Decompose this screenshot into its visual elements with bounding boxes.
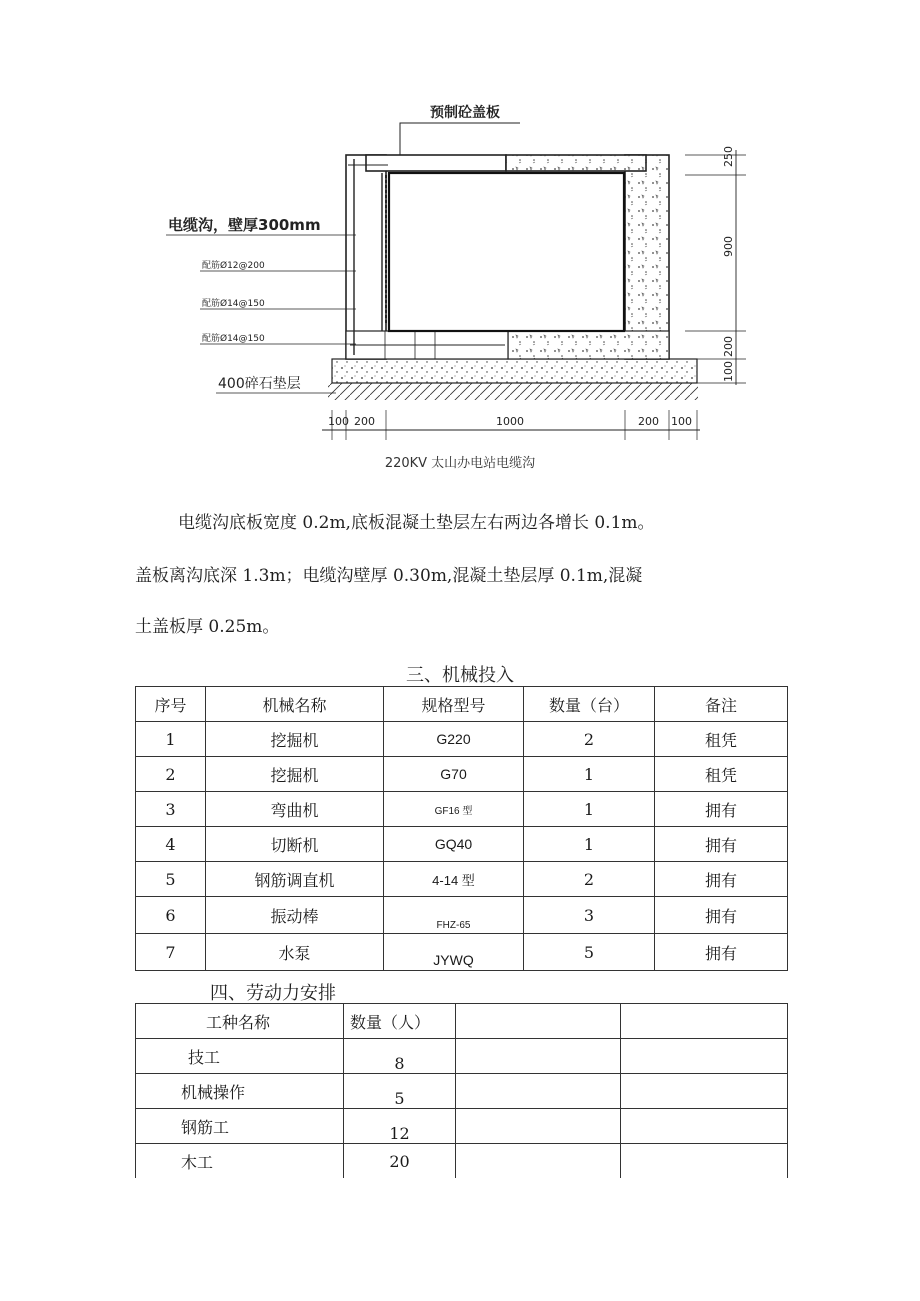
table-header-row <box>136 1004 788 1039</box>
cell-trade: 木工 <box>136 1144 344 1179</box>
dim-right-100: 100 <box>722 361 735 382</box>
header-cell: 规格型号 <box>384 687 524 722</box>
cover-slab-right <box>506 155 646 171</box>
gravel-layer <box>332 359 697 383</box>
table-row <box>136 862 788 897</box>
soil-hatch <box>328 382 698 400</box>
rebar-label-3: 配筋Ø14@150 <box>202 334 265 344</box>
cell-machine-name: 切断机 <box>206 827 384 862</box>
cell-quantity: 1 <box>524 757 655 792</box>
cell-index: 6 <box>136 897 206 934</box>
cell-quantity: 3 <box>524 897 655 934</box>
trench-cavity <box>389 173 624 331</box>
cell-remark: 拥有 <box>655 934 788 971</box>
cell-quantity: 1 <box>524 792 655 827</box>
cell-remark: 拥有 <box>655 827 788 862</box>
cover-slab-label: 预制砼盖板 <box>430 105 500 121</box>
rebar-label-2: 配筋Ø14@150 <box>202 299 265 309</box>
cell-headcount: 5 <box>344 1074 456 1109</box>
header-cell: 数量（人） <box>344 1004 456 1039</box>
cell-quantity: 2 <box>524 862 655 897</box>
rebar-label-1: 配筋Ø12@200 <box>202 261 265 271</box>
cell-model: G70 <box>384 757 524 792</box>
paragraph-line-2: 盖板离沟底深 1.3m；电缆沟壁厚 0.30m,混凝土垫层厚 0.1m,混凝 <box>135 566 643 586</box>
cell-quantity: 2 <box>524 722 655 757</box>
cell-empty <box>456 1144 621 1179</box>
cell-index: 5 <box>136 862 206 897</box>
header-cell: 序号 <box>136 687 206 722</box>
cell-machine-name: 弯曲机 <box>206 792 384 827</box>
cell-empty <box>621 1109 788 1144</box>
cell-model: JYWQ <box>384 934 524 971</box>
table-row <box>136 934 788 971</box>
cell-empty <box>456 1039 621 1074</box>
cell-index: 4 <box>136 827 206 862</box>
header-cell: 备注 <box>655 687 788 722</box>
header-cell: 机械名称 <box>206 687 384 722</box>
cell-headcount: 8 <box>344 1039 456 1074</box>
table-header-row <box>136 687 788 722</box>
cell-index: 2 <box>136 757 206 792</box>
cell-model: GF16 型 <box>384 792 524 827</box>
machinery-heading: 三、机械投入 <box>406 665 514 686</box>
cell-model: FHZ-65 <box>384 897 524 934</box>
cell-model: 4-14 型 <box>384 862 524 897</box>
cell-trade: 钢筋工 <box>136 1109 344 1144</box>
cell-remark: 租凭 <box>655 722 788 757</box>
cell-empty <box>456 1109 621 1144</box>
cell-remark: 租凭 <box>655 757 788 792</box>
cell-quantity: 1 <box>524 827 655 862</box>
cell-remark: 拥有 <box>655 897 788 934</box>
labor-table <box>135 1003 788 1178</box>
cell-quantity: 5 <box>524 934 655 971</box>
cell-index: 1 <box>136 722 206 757</box>
cell-machine-name: 挖掘机 <box>206 757 384 792</box>
table-row <box>136 1074 788 1109</box>
dim-bottom-100-right: 100 <box>671 415 692 428</box>
paragraph-line-3: 土盖板厚 0.25m。 <box>135 617 280 637</box>
dim-right-900: 900 <box>722 236 735 257</box>
cell-machine-name: 水泵 <box>206 934 384 971</box>
cell-headcount: 20 <box>344 1144 456 1179</box>
table-row <box>136 757 788 792</box>
left-wall <box>346 155 386 359</box>
dim-bottom-100-left: 100 <box>328 415 349 428</box>
table-row <box>136 792 788 827</box>
dim-right-200: 200 <box>722 336 735 357</box>
dim-bottom-1000: 1000 <box>496 415 524 428</box>
drawing-caption: 220KV 太山办电站电缆沟 <box>384 456 536 471</box>
header-cell: 数量（台） <box>524 687 655 722</box>
table-row <box>136 1144 788 1179</box>
cell-headcount: 12 <box>344 1109 456 1144</box>
machinery-table <box>135 686 788 971</box>
gravel-base-label: 400碎石垫层 <box>218 376 301 392</box>
cell-trade: 技工 <box>136 1039 344 1074</box>
cell-trade: 机械操作 <box>136 1074 344 1109</box>
dim-right-250: 250 <box>722 146 735 167</box>
cell-index: 3 <box>136 792 206 827</box>
cell-machine-name: 挖掘机 <box>206 722 384 757</box>
cell-empty <box>621 1144 788 1179</box>
right-wall <box>625 155 669 359</box>
header-cell <box>456 1004 621 1039</box>
wall-thickness-label: 电缆沟，壁厚300mm <box>168 216 321 234</box>
cell-empty <box>456 1074 621 1109</box>
paragraph-line-1: 电缆沟底板宽度 0.2m,底板混凝土垫层左右两边各增长 0.1m。 <box>178 513 655 533</box>
table-row <box>136 722 788 757</box>
table-row <box>136 1039 788 1074</box>
dim-bottom-200-left: 200 <box>354 415 375 428</box>
cell-machine-name: 振动棒 <box>206 897 384 934</box>
cell-index: 7 <box>136 934 206 971</box>
cover-leader-line <box>400 123 520 159</box>
cell-empty <box>621 1074 788 1109</box>
header-cell: 工种名称 <box>136 1004 344 1039</box>
base-slab <box>508 331 669 359</box>
table-row <box>136 827 788 862</box>
cell-empty <box>621 1039 788 1074</box>
cover-slab-left <box>366 155 506 171</box>
cell-machine-name: 钢筋调直机 <box>206 862 384 897</box>
cell-remark: 拥有 <box>655 862 788 897</box>
cell-model: G220 <box>384 722 524 757</box>
labor-heading: 四、劳动力安排 <box>210 983 336 1004</box>
dim-bottom-200-right: 200 <box>638 415 659 428</box>
cell-remark: 拥有 <box>655 792 788 827</box>
cable-trench-drawing <box>160 95 760 450</box>
cell-model: GQ40 <box>384 827 524 862</box>
header-cell <box>621 1004 788 1039</box>
table-row <box>136 897 788 934</box>
table-row <box>136 1109 788 1144</box>
